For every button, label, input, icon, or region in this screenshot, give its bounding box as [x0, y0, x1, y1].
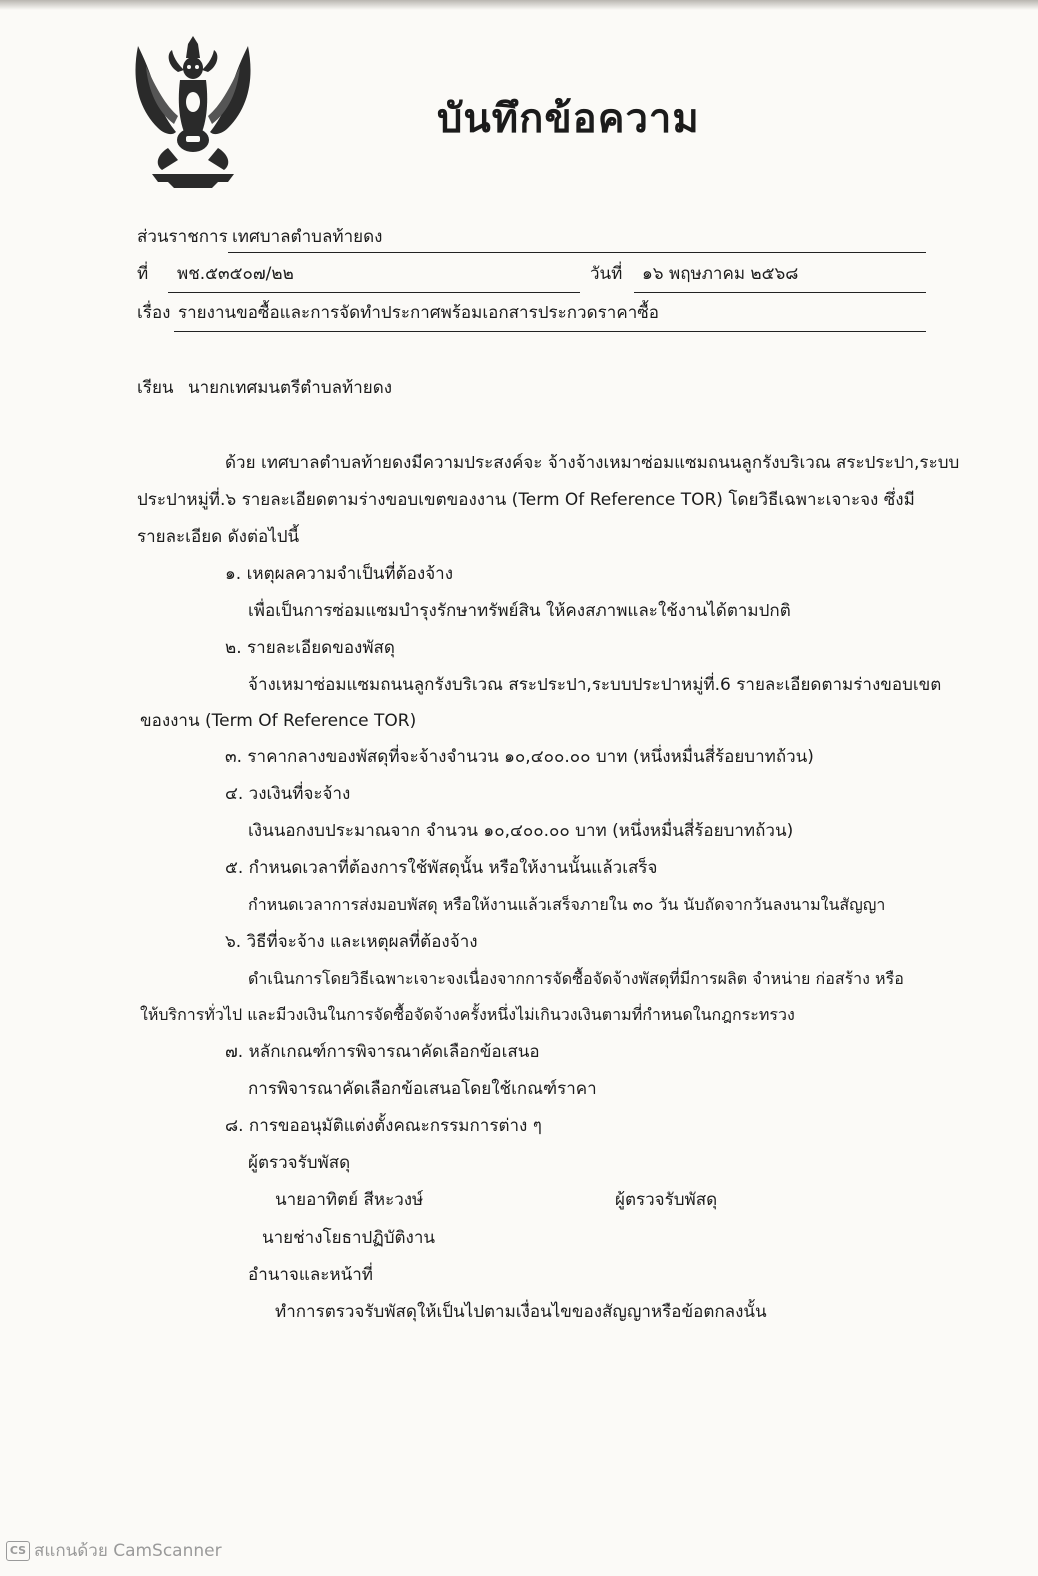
committee-title: ผู้ตรวจรับพัสดุ — [248, 1153, 351, 1173]
agency-underline — [228, 252, 926, 253]
committee-member-name: นายอาทิตย์ สีหะวงษ์ — [275, 1190, 424, 1210]
item-5-heading: ๕. กำหนดเวลาที่ต้องการใช้พัสดุนั้น หรือให้งานนั้นแล้วเสร็จ — [225, 858, 658, 878]
duty-body: ทำการตรวจรับพัสดุให้เป็นไปตามเงื่อนไขของสัญญาหรือข้อตกลงนั้น — [275, 1302, 767, 1322]
scan-top-edge — [0, 0, 1038, 10]
item-1-body: เพื่อเป็นการซ่อมแซมบำรุงรักษาทรัพย์สิน ให้คงสภาพและใช้งานได้ตามปกติ — [248, 601, 791, 621]
camscanner-watermark — [6, 1537, 222, 1564]
item-6-heading: ๖. วิธีที่จะจ้าง และเหตุผลที่ต้องจ้าง — [225, 932, 478, 952]
item-4-body: เงินนอกงบประมาณจาก จำนวน ๑๐,๔๐๐.๐๐ บาท (หนึ่งหมื่นสี่ร้อยบาทถ้วน) — [248, 821, 794, 841]
date-label: วันที่ — [590, 264, 623, 284]
ref-value: พช.๕๓๕๐๗/๒๒ — [177, 264, 294, 284]
salutation-value: นายกเทศมนตรีตำบลท้ายดง — [188, 378, 393, 398]
memo-title: บันทึกข้อความ — [437, 96, 700, 142]
garuda-emblem-icon — [128, 36, 258, 188]
intro-line-3: รายละเอียด ดังต่อไปนี้ — [137, 527, 300, 547]
item-2-body-line-1: จ้างเหมาซ่อมแซมถนนลูกรังบริเวณ สระประปา,ระบบประปาหมู่ที่.6 รายละเอียดตามร่างขอบเขต — [248, 675, 942, 695]
camscanner-logo-icon: CS — [6, 1541, 30, 1561]
item-7-heading: ๗. หลักเกณฑ์การพิจารณาคัดเลือกข้อเสนอ — [225, 1042, 540, 1062]
intro-line-1: ด้วย เทศบาลตำบลท้ายดงมีความประสงค์จะ จ้างจ้างเหมาซ่อมแซมถนนลูกรังบริเวณ สระประปา,ระบบ — [225, 453, 960, 473]
date-value: ๑๖ พฤษภาคม ๒๕๖๘ — [642, 264, 799, 284]
item-6-body-line-2: ให้บริการทั่วไป และมีวงเงินในการจัดซื้อจัดจ้างครั้งหนึ่งไม่เกินวงเงินตามที่กำหนดในกฎกระทรวง — [140, 1005, 795, 1024]
agency-label: ส่วนราชการ — [137, 227, 228, 247]
date-underline — [634, 292, 926, 293]
item-2-heading: ๒. รายละเอียดของพัสดุ — [225, 638, 395, 658]
salutation-label: เรียน — [137, 378, 174, 398]
item-7-body: การพิจารณาคัดเลือกข้อเสนอโดยใช้เกณฑ์ราคา — [248, 1079, 597, 1099]
agency-value: เทศบาลตำบลท้ายดง — [232, 227, 383, 247]
subject-underline — [174, 331, 926, 332]
duty-label: อำนาจและหน้าที่ — [248, 1265, 373, 1285]
camscanner-text: สแกนด้วย CamScanner — [34, 1541, 222, 1561]
item-2-body-line-2: ของงาน (Term Of Reference TOR) — [140, 711, 417, 731]
intro-line-2: ประปาหมู่ที่.๖ รายละเอียดตามร่างขอบเขตของงาน (Term Of Reference TOR) โดยวิธีเฉพาะเจาะจง ซึ่งมี — [137, 490, 915, 510]
committee-member-position: นายช่างโยธาปฏิบัติงาน — [262, 1228, 436, 1248]
ref-underline — [168, 292, 580, 293]
item-1-heading: ๑. เหตุผลความจำเป็นที่ต้องจ้าง — [225, 564, 453, 584]
item-3-heading: ๓. ราคากลางของพัสดุที่จะจ้างจำนวน ๑๐,๔๐๐.๐๐ บาท (หนึ่งหมื่นสี่ร้อยบาทถ้วน) — [225, 747, 814, 767]
ref-label: ที่ — [137, 264, 149, 284]
subject-label: เรื่อง — [137, 303, 171, 323]
item-5-body: กำหนดเวลาการส่งมอบพัสดุ หรือให้งานแล้วเสร็จภายใน ๓๐ วัน นับถัดจากวันลงนามในสัญญา — [248, 895, 886, 914]
subject-value: รายงานขอซื้อและการจัดทำประกาศพร้อมเอกสารประกวดราคาซื้อ — [178, 303, 659, 323]
committee-member-role: ผู้ตรวจรับพัสดุ — [615, 1190, 718, 1210]
item-4-heading: ๔. วงเงินที่จะจ้าง — [225, 784, 351, 804]
item-6-body-line-1: ดำเนินการโดยวิธีเฉพาะเจาะจงเนื่องจากการจัดซื้อจัดจ้างพัสดุที่มีการผลิต จำหน่าย ก่อสร้าง หรือ — [248, 969, 904, 988]
item-8-heading: ๘. การขออนุมัติแต่งตั้งคณะกรรมการต่าง ๆ — [225, 1116, 542, 1136]
